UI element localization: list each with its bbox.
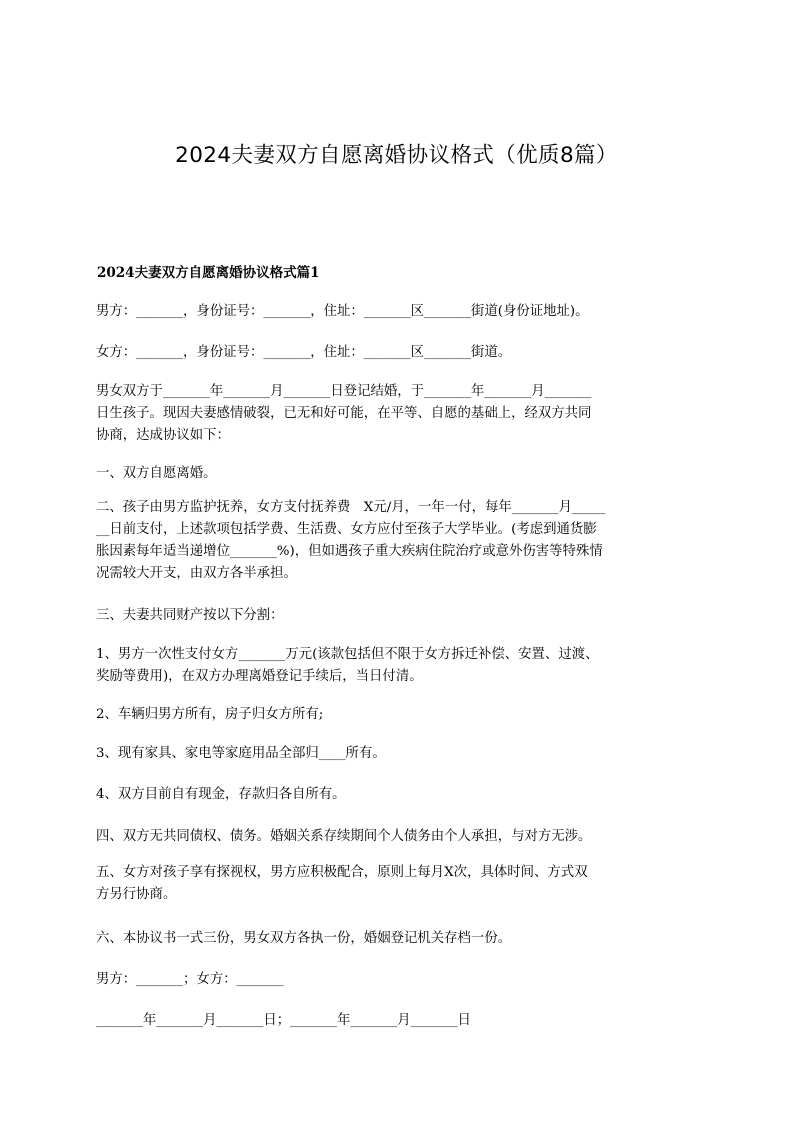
paragraph-marriage: 男女双方于_______年_______月_______日登记结婚，于_______年_______月_______ 日生孩子。现因夫妻感情破裂，已无和好可能，在平等、自愿的基础上，经双方共同 协商，达成协议如下： xyxy=(96,384,592,443)
document-title: 2024夫妻双方自愿离婚协议格式（优质8篇） xyxy=(175,143,618,168)
paragraph-item-4: 4、双方目前自有现金，存款归各自所有。 xyxy=(96,787,346,802)
paragraph-clause-4: 四、双方无共同债权、债务。婚姻关系存续期间个人债务由个人承担，与对方无涉。 xyxy=(96,829,592,844)
paragraph-woman-info: 女方：_______，身份证号：_______，住址：_______区_______街道。 xyxy=(96,345,512,360)
paragraph-item-2: 2、车辆归男方所有，房子归女方所有; xyxy=(96,707,324,722)
paragraph-clause-1: 一、双方自愿离婚。 xyxy=(96,466,217,481)
paragraph-item-3: 3、现有家具、家电等家庭用品全部归____所有。 xyxy=(96,746,386,761)
paragraph-clause-5: 五、女方对孩子享有探视权，男方应积极配合，原则上每月X次，具体时间、方式双 方另行协商。 xyxy=(96,865,588,902)
section-title: 2024夫妻双方自愿离婚协议格式篇1 xyxy=(97,265,320,281)
paragraph-clause-2: 二、孩子由男方监护抚养，女方支付抚养费 X元/月，一年一付，每年_______月_____ __日前支付，上述款项包括学费、生活费、女方应付至孩子大学毕业。(考虑到通货膨 胀因素每年适当递增位_______%)，但如遇孩子重大疾病住院治疗或意外伤害等特殊情 况需较大开支，由双方各半承担。 xyxy=(96,500,606,581)
paragraph-clause-3: 三、夫妻共同财产按以下分割： xyxy=(96,608,284,623)
signature-line: 男方：_______；女方：_______ xyxy=(96,972,284,987)
paragraph-clause-6: 六、本协议书一式三份，男女双方各执一份，婚姻登记机关存档一份。 xyxy=(96,931,512,946)
date-line: _______年_______月_______日；_______年_______月_______日 xyxy=(96,1013,471,1028)
paragraph-item-1: 1、男方一次性支付女方_______万元(该款包括但不限于女方拆迁补偿、安置、过渡、 奖励等费用)，在双方办理离婚登记手续后，当日付清。 xyxy=(96,647,599,684)
paragraph-man-info: 男方：_______，身份证号：_______，住址：_______区_______街道(身份证地址)。 xyxy=(96,304,589,319)
